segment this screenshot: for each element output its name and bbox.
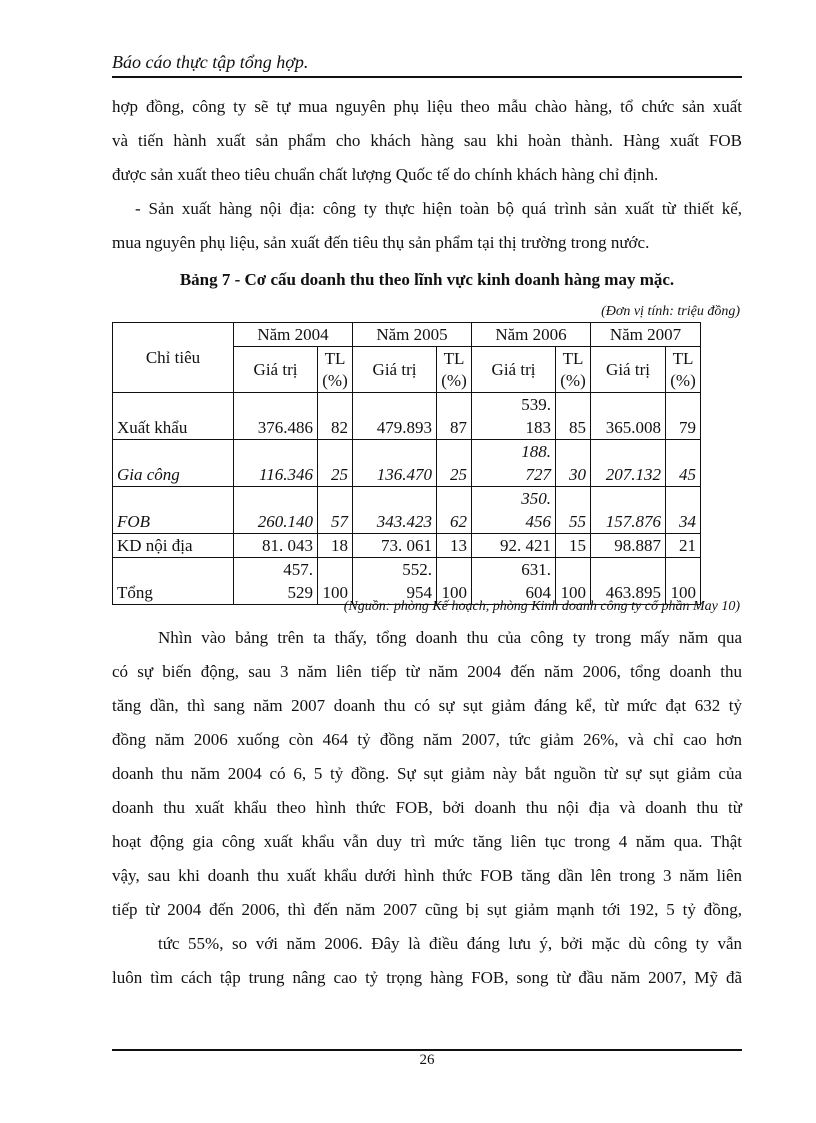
analysis-line: tiếp từ 2004 đến 2006, thì đến năm 2007 cũng bị sụt giảm mạnh tới 192, 5 tỷ đồng, [112,900,742,919]
cell-text: 45 [679,465,696,484]
cell-text: 183 [525,418,551,437]
footer-rule [112,1049,742,1051]
subheader-percent [318,347,353,393]
cell-text: 100 [441,583,467,602]
table-row [113,440,701,487]
percent-cell [556,487,591,534]
subheader-percent-label: TL [324,348,346,368]
value-cell [472,534,556,558]
percent-cell [318,393,353,440]
subheader-percent-unit: (%) [670,370,696,390]
cell-text: 21 [679,536,696,555]
percent-cell [666,534,701,558]
subheader-percent [556,347,591,393]
cell-text: 98.887 [614,536,661,555]
percent-cell [666,393,701,440]
cell-text: 539. [521,395,551,414]
row-label: Xuất khẩu [113,393,234,440]
subheader-value: Giá trị [591,347,666,393]
analysis-line: tức 55%, so với năm 2006. Đây là điều đáng lưu ý, bởi mặc dù công ty vẫn [158,934,742,953]
table-row [113,558,701,605]
value-cell [234,558,318,605]
cell-text: 631. [521,560,551,579]
cell-text: 136.470 [376,465,432,484]
row-label: Tổng [113,558,234,605]
cell-text: 350. [521,489,551,508]
value-cell [591,487,666,534]
percent-cell [666,558,701,605]
cell-text: 92. 421 [500,536,551,555]
subheader-value: Giá trị [472,347,556,393]
cell-text: 100 [560,583,586,602]
table-caption: Bảng 7 - Cơ cấu doanh thu theo lĩnh vực kinh doanh hàng may mặc. [179,270,675,289]
cell-text: 365.008 [605,418,661,437]
analysis-line: doanh thu xuất khẩu theo hình thức FOB, bởi doanh thu nội địa và doanh thu từ [112,798,742,817]
analysis-line: luôn tìm cách tập trung nâng cao tỷ trọng hàng FOB, song từ đầu năm 2007, Mỹ đã [112,968,742,987]
subheader-percent-unit: (%) [441,370,467,390]
subheader-value: Giá trị [353,347,437,393]
cell-text: 604 [525,583,551,602]
analysis-line: doanh thu năm 2004 có 6, 5 tỷ đồng. Sự sụt giảm này bắt nguồn từ sự sụt giảm của [112,764,742,783]
subheader-percent-unit: (%) [560,370,586,390]
cell-text: 81. 043 [262,536,313,555]
intro-line: và tiến hành xuất sản phẩm cho khách hàng sau khi hoàn thành. Hàng xuất FOB [112,131,742,150]
header-year: Năm 2004 [234,323,353,347]
page-number: 26 [419,1052,435,1068]
percent-cell [556,440,591,487]
percent-cell [437,440,472,487]
cell-text: 529 [287,583,313,602]
cell-text: 62 [450,512,467,531]
cell-text: 376.486 [257,418,313,437]
cell-text: 25 [331,465,348,484]
intro-paragraph [112,90,742,260]
cell-text: 85 [569,418,586,437]
percent-cell [318,440,353,487]
percent-cell [318,534,353,558]
row-label: KD nội địa [113,534,234,558]
intro-line: - Sản xuất hàng nội địa: công ty thực hiện toàn bộ quá trình sản xuất từ thiết kế, [135,199,742,218]
percent-cell [556,534,591,558]
value-cell [472,440,556,487]
cell-text: 100 [322,583,348,602]
cell-text: 457. [283,560,313,579]
value-cell [591,393,666,440]
analysis-line: tăng dần, thì sang năm 2007 doanh thu có sự sụt giảm đáng kể, từ mức đạt 632 tỷ [112,696,742,715]
subheader-percent [666,347,701,393]
row-label: Gia công [113,440,234,487]
intro-line: được sản xuất theo tiêu chuẩn chất lượng Quốc tế do chính khách hàng chỉ định. [112,165,659,184]
analysis-line: đồng năm 2006 xuống còn 464 tỷ đồng năm 2007, tức giảm 26%, và chỉ cao hơn [112,730,742,749]
cell-text: 100 [670,583,696,602]
percent-cell [437,534,472,558]
percent-cell [556,558,591,605]
cell-text: 456 [525,512,551,531]
analysis-line: hoạt động gia công xuất khẩu vẫn duy trì mức tăng liên tục trong 4 năm qua. Thật [112,832,742,851]
value-cell [234,440,318,487]
subheader-percent-label: TL [562,348,584,368]
value-cell [353,393,437,440]
percent-cell [318,558,353,605]
analysis-paragraph [112,621,742,995]
analysis-line: vậy, sau khi doanh thu xuất khẩu dưới hình thức FOB tăng dần lên trong 3 năm liên [112,866,742,885]
running-header: Báo cáo thực tập tổng hợp. [112,52,309,72]
cell-text: 57 [331,512,348,531]
cell-text: 79 [679,418,696,437]
subheader-percent [437,347,472,393]
header-chi-tieu: Chỉ tiêu [113,323,234,393]
value-cell [472,558,556,605]
cell-text: 13 [450,536,467,555]
subheader-value: Giá trị [234,347,318,393]
cell-text: 157.876 [605,512,661,531]
percent-cell [666,440,701,487]
table-row [113,487,701,534]
subheader-percent-label: TL [443,348,465,368]
value-cell [353,534,437,558]
cell-text: 954 [406,583,432,602]
subheader-percent-label: TL [672,348,694,368]
cell-text: 34 [679,512,696,531]
percent-cell [437,393,472,440]
cell-text: 552. [402,560,432,579]
value-cell [353,558,437,605]
cell-text: 87 [450,418,467,437]
header-year: Năm 2005 [353,323,472,347]
value-cell [472,393,556,440]
value-cell [591,534,666,558]
value-cell [234,487,318,534]
value-cell [353,440,437,487]
cell-text: 82 [331,418,348,437]
cell-text: 55 [569,512,586,531]
cell-text: 18 [331,536,348,555]
value-cell [591,558,666,605]
header-year: Năm 2006 [472,323,591,347]
value-cell [234,534,318,558]
value-cell [234,393,318,440]
percent-cell [556,393,591,440]
cell-text: 116.346 [259,465,313,484]
value-cell [353,487,437,534]
table-unit-note: (Đơn vị tính: triệu đồng) [601,304,740,319]
percent-cell [437,558,472,605]
cell-text: 15 [569,536,586,555]
analysis-line: có sự biến động, sau 3 năm liên tiếp từ năm 2004 đến năm 2006, tổng doanh thu [112,662,742,681]
cell-text: 463.895 [605,583,661,602]
cell-text: 727 [525,465,551,484]
table-source: (Nguồn: phòng Kế hoạch, phòng Kinh doanh công ty cổ phần May 10) [343,599,740,614]
cell-text: 25 [450,465,467,484]
table-row [113,534,701,558]
percent-cell [318,487,353,534]
value-cell [472,487,556,534]
analysis-line: Nhìn vào bảng trên ta thấy, tổng doanh thu của công ty trong mấy năm qua [158,628,742,647]
table-row [113,393,701,440]
revenue-structure-table [112,322,701,605]
value-cell [591,440,666,487]
header-rule [112,76,742,78]
cell-text: 343.423 [376,512,432,531]
percent-cell [437,487,472,534]
cell-text: 479.893 [376,418,432,437]
intro-line: mua nguyên phụ liệu, sản xuất đến tiêu thụ sản phẩm tại thị trường trong nước. [112,233,650,252]
cell-text: 188. [521,442,551,461]
cell-text: 260.140 [257,512,313,531]
subheader-percent-unit: (%) [322,370,348,390]
cell-text: 30 [569,465,586,484]
row-label: FOB [113,487,234,534]
percent-cell [666,487,701,534]
header-year: Năm 2007 [591,323,701,347]
cell-text: 73. 061 [381,536,432,555]
cell-text: 207.132 [605,465,661,484]
intro-line: hợp đồng, công ty sẽ tự mua nguyên phụ liệu theo mẫu chào hàng, tổ chức sản xuất [112,97,742,116]
